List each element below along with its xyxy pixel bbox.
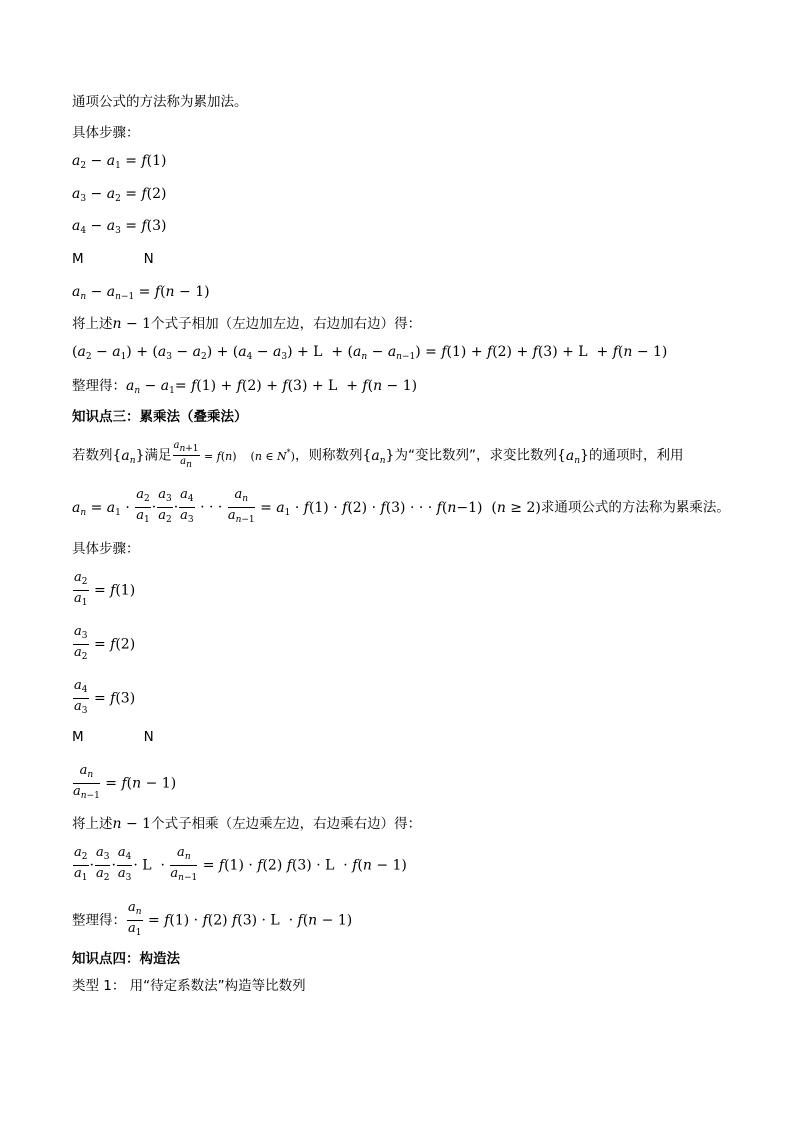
ellipsis-row: M N [72,251,154,267]
equation: $a_4 - a_3 = f(3)$ [72,218,167,236]
equation: $a_n - a_{n-1} = f(n - 1)$ [72,284,210,302]
text-line: 类型 1： 用“待定系数法”构造等比数列 [72,978,306,994]
equation: $\frac{a_2}{a_1}$ = f(1) [74,570,136,608]
text-line: 通项公式的方法称为累加法。 [72,94,248,110]
equation: 整理得： $\frac{a_n}{a_1}$ = f(1) · f(2) f(3) · L · f(n − 1) [72,900,353,938]
text-line: 将上述n − 1个式子相乘（左边乘左边，右边乘右边）得： [72,816,422,832]
text-line: 具体步骤： [72,125,140,141]
equation: $\frac{a_2}{a_1}$ · $\frac{a_3}{a_2}$ · $\frac{a_4}{a_3}$ · L · $\frac{a_n}{a_{n-1}}$ = f(1) · f(2) f(3) · L · f(n − 1) [74,845,407,883]
section-heading: 知识点四：构造法 [72,951,180,967]
equation: $(a_2 - a_1) + (a_3 - a_2) + (a_4 - a_3) + L + (a_n - a_{n-1}) = f(1) + f(2) + f(3) + L + f(n - 1)$ [72,344,668,362]
equation: $\frac{a_3}{a_2}$ = f(2) [74,624,136,662]
equation: $a_3 - a_2 = f(2)$ [72,186,167,204]
equation: $a_2 - a_1 = f(1)$ [72,153,167,171]
text-line: $a_n = a_1$ · $\frac{a_2}{a_1}$ · $\frac{a_3}{a_2}$ · $\frac{a_4}{a_3}$ · · · $\frac{a_n}{a_{n-1}}$ = $a_1 \cdot f(1) \cdot f(2) \cdot f(3)$ · · · f(n−1) (n ≥ 2)求通项公式的方法称为累乘法。 [72,487,730,525]
ellipsis-row: M N [72,729,154,745]
text-line: 整理得：$a_n - a_1= f(1) + f(2) + f(3) + L + f(n - 1)$ [72,378,418,396]
text-line: 将上述n − 1个式子相加（左边加左边，右边加右边）得： [72,316,422,332]
equation: $\frac{a_n}{a_{n-1}}$ = f(n − 1) [73,763,177,801]
text-line: 具体步骤： [72,541,140,557]
section-heading: 知识点三：累乘法（叠乘法） [72,409,248,425]
equation: $\frac{a_4}{a_3}$ = f(3) [74,678,136,716]
text-line: 若数列$\{a_n\}$满足 $\frac{a_{n+1}}{a_n}$ = f(n) (n ∈ N*)，则称数列$\{a_n\}$为“变比数列”，求变比数列$\{a_n\}$的通项时，利用 [72,440,684,470]
